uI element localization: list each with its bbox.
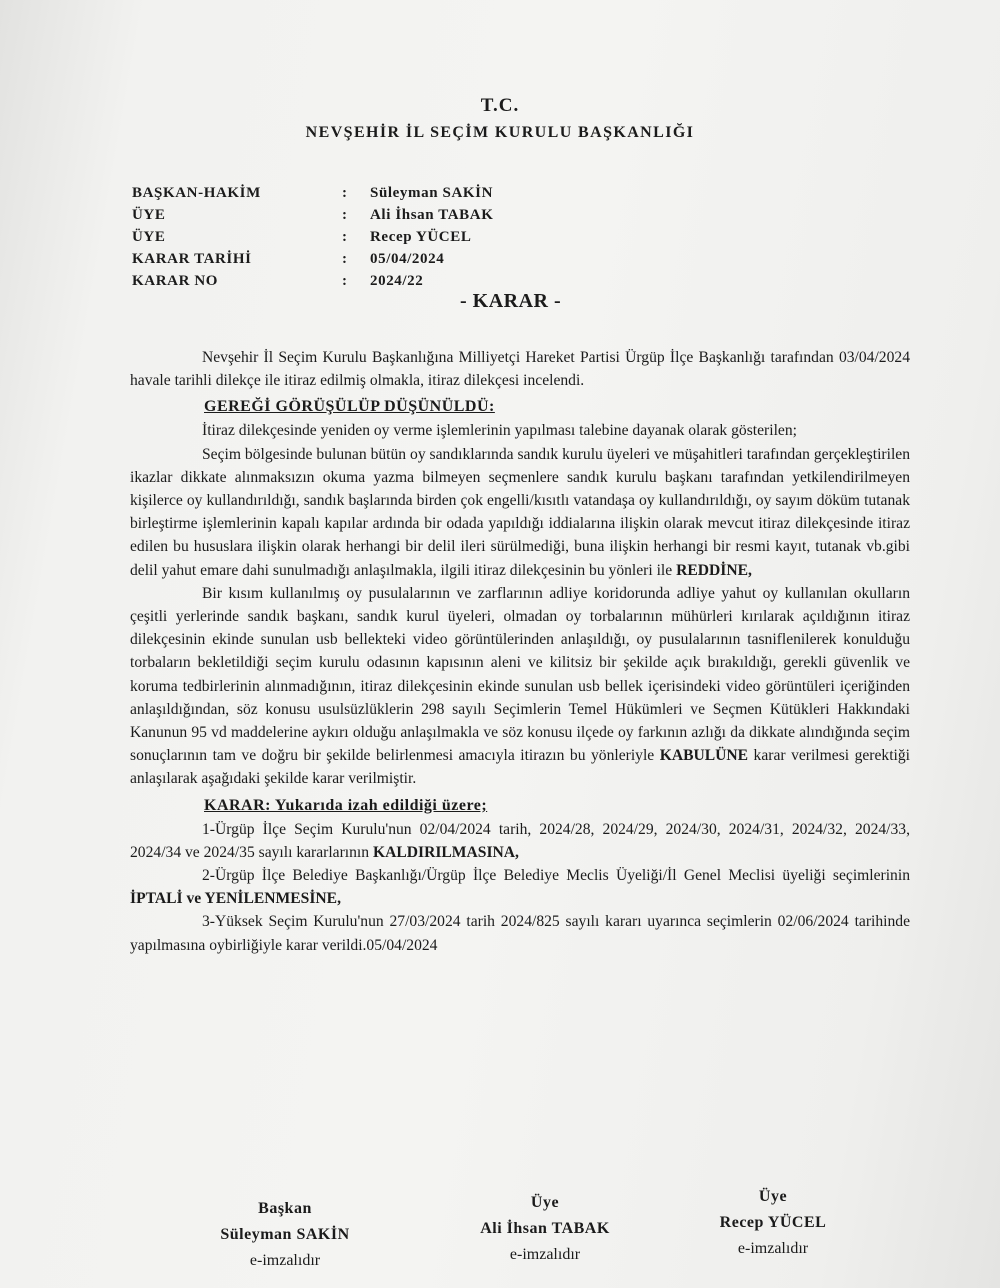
decision-meta	[132, 182, 632, 292]
meta-row-decision-date	[132, 248, 632, 270]
signature-name: Süleyman SAKİN	[220, 1226, 350, 1243]
signature-note: e-imzalıdır	[249, 1252, 321, 1269]
signature-title: Üye	[758, 1188, 788, 1205]
acceptance-verdict: KABULÜNE	[659, 747, 749, 765]
signature-title: Üye	[530, 1194, 560, 1211]
meta-value: 05/04/2024	[370, 251, 445, 267]
meta-row-president	[132, 182, 632, 204]
meta-value: Recep YÜCEL	[370, 229, 472, 245]
decision-item-3: 3-Yüksek Seçim Kurulu'nun 27/03/2024 tarih 2024/825 sayılı kararı uyarınca seçimlerin 02/06/2024 tarihinde yapılmasına oybirliğiyle karar verildi.05/04/2024	[130, 913, 910, 954]
signature-note: e-imzalıdır	[737, 1240, 809, 1257]
rejection-verdict: REDDİNE,	[676, 561, 752, 579]
objection-basis-paragraph: İtiraz dilekçesinde yeniden oy verme işlemlerinin yapılması talebine dayanak olarak gösterilen;	[202, 422, 797, 440]
decision-heading: KARAR: Yukarıda izah edildiği üzere;	[204, 796, 488, 814]
meta-colon: :	[342, 251, 348, 267]
decision-body	[130, 346, 910, 957]
institution-title: NEVŞEHİR İL SEÇİM KURULU BAŞKANLIĞI	[305, 124, 695, 141]
item-verdict: KALDIRILMASINA,	[372, 843, 519, 861]
meta-colon: :	[342, 273, 348, 289]
item-text: 1-Ürgüp İlçe Seçim Kurulu'nun 02/04/2024 tarih, 2024/28, 2024/29, 2024/30, 2024/31, 2024/32, 2024/33, 2024/34 ve 2024/35 sayılı kararlarının	[130, 820, 910, 861]
decision-item-2	[130, 864, 910, 910]
meta-value: 2024/22	[370, 273, 424, 289]
meta-row-member-1	[132, 204, 632, 226]
meta-colon: :	[342, 185, 348, 201]
acceptance-text: Bir kısım kullanılmış oy pusulalarının ve zarflarının adliye koridorunda adliye yahut oy kullanılan okulların çeşitli yerlerinde sandık başkanı, sandık kurul üyeleri, olmadan oy torbalarının mühürleri kırılarak açıldığının itiraz dilekçesinin ekinde sunulan usb bellekteki video görüntülerinden anlaşıldığı, oy pusulalarının tasniflenilerek konulduğu torbaların bekletildiği seçim kurulu odasının kapısının aleni ve kilitsiz bir şekilde açık bırakıldığı, gerekli güvenlik ve koruma tedbirlerinin alınmadığının, itiraz dilekçesinin ekinde sunulan usb bellek içerisindeki video görüntüleri içeriğinden anlaşıldığından, söz konusu usulsüzlüklerin 298 sayılı Seçimlerin Temel Hükümleri ve Seçmen Kütükleri Hakkındaki Kanunun 95 vd maddelerine aykırı olduğu anlaşılmakla ve söz konusu ilçede oy farkının azlığı da dikkate alındığında seçim sonuçlarının tam ve doğru bir şekilde belirlenmesi amacıyla itirazın bu yönleriyle	[130, 584, 910, 765]
acceptance-tail: karar verilmesi gerektiği anlaşılarak aşağıdaki şekilde karar verilmiştir.	[130, 747, 910, 788]
meta-label: ÜYE	[132, 207, 166, 223]
meta-colon: :	[342, 229, 348, 245]
acceptance-paragraph	[130, 582, 910, 791]
decision-title: - KARAR -	[460, 290, 562, 312]
meta-label: KARAR NO	[132, 273, 219, 289]
signature-name: Ali İhsan TABAK	[480, 1220, 610, 1237]
decision-item-1	[130, 818, 910, 864]
signature-name: Recep YÜCEL	[719, 1214, 827, 1231]
meta-label: BAŞKAN-HAKİM	[132, 185, 261, 201]
meta-row-decision-number	[132, 270, 632, 292]
item-verdict: İPTALİ ve YENİLENMESİNE,	[130, 890, 341, 908]
header-tc: T.C.	[480, 95, 520, 116]
signature-note: e-imzalıdır	[509, 1246, 581, 1263]
signature-member-2	[688, 1184, 858, 1262]
signature-member-1	[445, 1190, 645, 1268]
meta-value: Süleyman SAKİN	[370, 185, 494, 201]
rejection-paragraph	[130, 443, 910, 582]
signature-president	[200, 1196, 370, 1274]
meta-label: ÜYE	[132, 229, 166, 245]
deliberation-heading: GEREĞİ GÖRÜŞÜLÜP DÜŞÜNÜLDÜ:	[204, 398, 495, 416]
meta-row-member-2	[132, 226, 632, 248]
meta-colon: :	[342, 207, 348, 223]
intro-paragraph: Nevşehir İl Seçim Kurulu Başkanlığına Milliyetçi Hareket Partisi Ürgüp İlçe Başkanlığı tarafından 03/04/2024 havale tarihli dilekçe ile itiraz edilmiş olmakla, itiraz dilekçesi incelendi.	[130, 349, 910, 390]
meta-label: KARAR TARİHİ	[132, 251, 252, 267]
item-text: 2-Ürgüp İlçe Belediye Başkanlığı/Ürgüp İlçe Belediye Meclis Üyeliği/İl Genel Meclisi üyeliği seçimlerinin	[202, 867, 910, 885]
rejection-text: Seçim bölgesinde bulunan bütün oy sandıklarında sandık kurulu üyeleri ve müşahitleri tarafından gerçekleştirilen ikazlar dikkate alınmaksızın okuma yazma bilmeyen seçmenlere sandık kurulu başkanı tarafından yetkilendirilmeyen kişilerce oy kullandırıldığı, sandık başlarında birden çok engelli/kısıtlı vatandaşa oy kullandırıldığı, oy sayım döküm tutanak birleştirme işlemlerinin kapalı kapılar ardında bir odada yapıldığı iddialarına ilişkin olarak mevcut itiraz dilekçesinde itiraz edilen bu hususlara ilişkin olarak herhangi bir delil ileri sürülmediği, buna ilişkin herhangi bir resmi kayıt, tutanak vb.gibi delil yahut emare dahi sunulmadığı anlaşılmakla, ilgili itiraz dilekçesinin bu yönleri ile	[130, 445, 910, 579]
meta-value: Ali İhsan TABAK	[370, 207, 494, 223]
signature-title: Başkan	[258, 1200, 312, 1217]
